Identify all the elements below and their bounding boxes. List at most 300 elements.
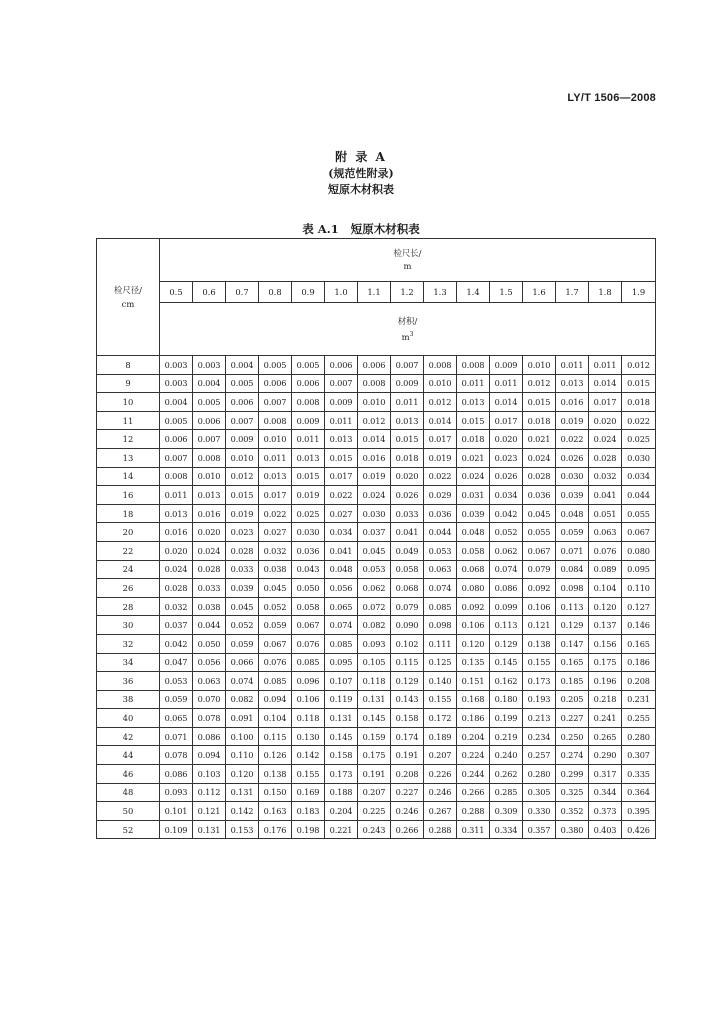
volume-cell: 0.138 (259, 765, 292, 784)
volume-cell: 0.026 (556, 448, 589, 467)
volume-cell: 0.092 (523, 579, 556, 598)
volume-cell: 0.022 (325, 486, 358, 505)
volume-cell: 0.352 (556, 802, 589, 821)
volume-cell: 0.104 (589, 579, 622, 598)
volume-cell: 0.039 (556, 486, 589, 505)
diameter-label: 检尺径/ (114, 285, 142, 295)
volume-cell: 0.009 (292, 411, 325, 430)
volume-cell: 0.234 (523, 727, 556, 746)
volume-cell: 0.265 (589, 727, 622, 746)
volume-cell: 0.280 (523, 765, 556, 784)
volume-cell: 0.155 (523, 653, 556, 672)
diameter-cell: 38 (97, 690, 160, 709)
volume-cell: 0.003 (160, 374, 193, 393)
volume-cell: 0.165 (556, 653, 589, 672)
volume-cell: 0.010 (193, 467, 226, 486)
volume-cell: 0.118 (358, 672, 391, 691)
volume-cell: 0.135 (457, 653, 490, 672)
volume-cell: 0.207 (358, 783, 391, 802)
volume-cell: 0.204 (325, 802, 358, 821)
length-value: 1.1 (358, 282, 391, 303)
volume-cell: 0.186 (457, 709, 490, 728)
volume-cell: 0.085 (259, 672, 292, 691)
volume-cell: 0.014 (424, 411, 457, 430)
volume-cell: 0.113 (556, 597, 589, 616)
volume-cell: 0.138 (523, 634, 556, 653)
volume-cell: 0.019 (358, 467, 391, 486)
volume-table-body (97, 356, 656, 839)
volume-cell: 0.052 (226, 616, 259, 635)
volume-cell: 0.280 (622, 727, 656, 746)
volume-cell: 0.034 (490, 486, 523, 505)
volume-cell: 0.053 (358, 560, 391, 579)
volume-cell: 0.036 (292, 541, 325, 560)
volume-cell: 0.005 (259, 356, 292, 375)
diameter-cell: 13 (97, 448, 160, 467)
volume-cell: 0.028 (226, 541, 259, 560)
length-value: 1.6 (523, 282, 556, 303)
volume-cell: 0.225 (358, 802, 391, 821)
volume-cell: 0.106 (457, 616, 490, 635)
table-row (97, 709, 656, 728)
diameter-cell: 40 (97, 709, 160, 728)
length-value: 0.8 (259, 282, 292, 303)
volume-cell: 0.026 (490, 467, 523, 486)
volume-cell: 0.019 (292, 486, 325, 505)
volume-cell: 0.068 (391, 579, 424, 598)
diameter-cell: 34 (97, 653, 160, 672)
volume-cell: 0.145 (490, 653, 523, 672)
volume-cell: 0.012 (358, 411, 391, 430)
volume-cell: 0.059 (160, 690, 193, 709)
volume-cell: 0.191 (358, 765, 391, 784)
volume-cell: 0.131 (193, 820, 226, 839)
volume-cell: 0.066 (226, 653, 259, 672)
diameter-cell: 44 (97, 746, 160, 765)
volume-cell: 0.079 (391, 597, 424, 616)
volume-cell: 0.045 (226, 597, 259, 616)
volume-cell: 0.028 (589, 448, 622, 467)
volume-unit (160, 328, 655, 344)
volume-cell: 0.071 (160, 727, 193, 746)
volume-cell: 0.044 (622, 486, 656, 505)
volume-cell: 0.067 (622, 523, 656, 542)
volume-cell: 0.126 (259, 746, 292, 765)
table-row (97, 765, 656, 784)
volume-cell: 0.102 (391, 634, 424, 653)
volume-cell: 0.017 (589, 393, 622, 412)
volume-cell: 0.031 (457, 486, 490, 505)
diameter-cell: 10 (97, 393, 160, 412)
volume-cell: 0.026 (391, 486, 424, 505)
volume-table (96, 238, 656, 839)
volume-cell: 0.024 (160, 560, 193, 579)
volume-cell: 0.006 (160, 430, 193, 449)
volume-cell: 0.038 (259, 560, 292, 579)
table-row (97, 448, 656, 467)
volume-cell: 0.015 (325, 448, 358, 467)
volume-cell: 0.016 (193, 504, 226, 523)
volume-cell: 0.188 (325, 783, 358, 802)
volume-cell: 0.092 (457, 597, 490, 616)
volume-cell: 0.262 (490, 765, 523, 784)
volume-cell: 0.030 (292, 523, 325, 542)
volume-cell: 0.189 (424, 727, 457, 746)
volume-cell: 0.255 (622, 709, 656, 728)
volume-cell: 0.055 (523, 523, 556, 542)
volume-cell: 0.062 (358, 579, 391, 598)
volume-cell: 0.045 (358, 541, 391, 560)
volume-cell: 0.017 (490, 411, 523, 430)
volume-cell: 0.013 (259, 467, 292, 486)
volume-cell: 0.008 (193, 448, 226, 467)
volume-cell: 0.051 (589, 504, 622, 523)
volume-cell: 0.131 (358, 690, 391, 709)
length-value: 1.0 (325, 282, 358, 303)
volume-cell: 0.076 (589, 541, 622, 560)
volume-cell: 0.163 (259, 802, 292, 821)
volume-cell: 0.058 (391, 560, 424, 579)
volume-cell: 0.015 (292, 467, 325, 486)
volume-cell: 0.098 (556, 579, 589, 598)
volume-cell: 0.065 (160, 709, 193, 728)
length-group-header (160, 239, 656, 282)
volume-cell: 0.015 (391, 430, 424, 449)
volume-cell: 0.158 (391, 709, 424, 728)
table-caption (0, 221, 722, 237)
volume-cell: 0.015 (622, 374, 656, 393)
volume-cell: 0.174 (391, 727, 424, 746)
volume-cell: 0.008 (160, 467, 193, 486)
volume-cell: 0.042 (160, 634, 193, 653)
volume-cell: 0.311 (457, 820, 490, 839)
volume-cell: 0.013 (292, 448, 325, 467)
volume-cell: 0.266 (457, 783, 490, 802)
volume-cell: 0.100 (226, 727, 259, 746)
volume-cell: 0.078 (193, 709, 226, 728)
table-row (97, 411, 656, 430)
table-row (97, 727, 656, 746)
volume-cell: 0.082 (226, 690, 259, 709)
volume-cell: 0.011 (292, 430, 325, 449)
volume-cell: 0.019 (556, 411, 589, 430)
length-value: 0.9 (292, 282, 325, 303)
volume-cell: 0.072 (358, 597, 391, 616)
volume-cell: 0.080 (457, 579, 490, 598)
volume-cell: 0.156 (589, 634, 622, 653)
volume-cell: 0.285 (490, 783, 523, 802)
volume-cell: 0.078 (160, 746, 193, 765)
volume-cell: 0.086 (490, 579, 523, 598)
diameter-cell: 48 (97, 783, 160, 802)
volume-cell: 0.013 (325, 430, 358, 449)
volume-cell: 0.158 (325, 746, 358, 765)
table-row (97, 653, 656, 672)
volume-cell: 0.098 (424, 616, 457, 635)
volume-cell: 0.110 (622, 579, 656, 598)
volume-cell: 0.014 (589, 374, 622, 393)
volume-cell: 0.142 (292, 746, 325, 765)
volume-cell: 0.243 (358, 820, 391, 839)
volume-cell: 0.021 (523, 430, 556, 449)
volume-cell: 0.018 (523, 411, 556, 430)
volume-cell: 0.074 (490, 560, 523, 579)
table-row (97, 597, 656, 616)
volume-cell: 0.180 (490, 690, 523, 709)
volume-cell: 0.140 (424, 672, 457, 691)
volume-cell: 0.274 (556, 746, 589, 765)
volume-cell: 0.041 (325, 541, 358, 560)
length-value: 1.7 (556, 282, 589, 303)
volume-cell: 0.299 (556, 765, 589, 784)
volume-cell: 0.142 (226, 802, 259, 821)
volume-cell: 0.125 (424, 653, 457, 672)
length-values-row (97, 282, 656, 303)
volume-cell: 0.076 (292, 634, 325, 653)
volume-cell: 0.009 (325, 393, 358, 412)
volume-cell: 0.344 (589, 783, 622, 802)
volume-cell: 0.065 (325, 597, 358, 616)
volume-cell: 0.011 (589, 356, 622, 375)
volume-cell: 0.221 (325, 820, 358, 839)
volume-cell: 0.027 (259, 523, 292, 542)
volume-cell: 0.011 (325, 411, 358, 430)
volume-cell: 0.199 (490, 709, 523, 728)
volume-cell: 0.045 (523, 504, 556, 523)
volume-cell: 0.022 (259, 504, 292, 523)
volume-cell: 0.176 (259, 820, 292, 839)
volume-cell: 0.013 (391, 411, 424, 430)
volume-unit-base: m (401, 331, 410, 342)
volume-cell: 0.089 (589, 560, 622, 579)
volume-cell: 0.019 (226, 504, 259, 523)
length-value: 0.6 (193, 282, 226, 303)
volume-cell: 0.307 (622, 746, 656, 765)
volume-cell: 0.395 (622, 802, 656, 821)
length-value: 1.9 (622, 282, 656, 303)
diameter-cell: 32 (97, 634, 160, 653)
volume-cell: 0.005 (193, 393, 226, 412)
volume-cell: 0.119 (325, 690, 358, 709)
volume-cell: 0.012 (622, 356, 656, 375)
diameter-cell: 24 (97, 560, 160, 579)
volume-cell: 0.044 (193, 616, 226, 635)
volume-cell: 0.094 (259, 690, 292, 709)
volume-cell: 0.013 (457, 393, 490, 412)
volume-cell: 0.030 (556, 467, 589, 486)
volume-cell: 0.033 (391, 504, 424, 523)
volume-cell: 0.290 (589, 746, 622, 765)
diameter-cell: 46 (97, 765, 160, 784)
volume-cell: 0.175 (589, 653, 622, 672)
volume-cell: 0.020 (391, 467, 424, 486)
diameter-cell: 20 (97, 523, 160, 542)
volume-cell: 0.207 (424, 746, 457, 765)
table-row (97, 783, 656, 802)
volume-cell: 0.105 (358, 653, 391, 672)
volume-unit-exponent: 3 (409, 330, 414, 338)
volume-cell: 0.047 (160, 653, 193, 672)
volume-cell: 0.056 (193, 653, 226, 672)
volume-cell: 0.067 (259, 634, 292, 653)
volume-cell: 0.159 (358, 727, 391, 746)
table-row (97, 746, 656, 765)
table-row (97, 690, 656, 709)
volume-cell: 0.011 (490, 374, 523, 393)
volume-cell: 0.113 (490, 616, 523, 635)
volume-cell: 0.024 (589, 430, 622, 449)
volume-cell: 0.168 (457, 690, 490, 709)
volume-cell: 0.129 (490, 634, 523, 653)
volume-cell: 0.018 (391, 448, 424, 467)
volume-cell: 0.020 (589, 411, 622, 430)
table-row (97, 467, 656, 486)
volume-cell: 0.014 (490, 393, 523, 412)
standard-number: LY/T 1506—2008 (567, 92, 656, 104)
diameter-cell: 11 (97, 411, 160, 430)
volume-cell: 0.172 (424, 709, 457, 728)
volume-cell: 0.006 (325, 356, 358, 375)
volume-cell: 0.006 (292, 374, 325, 393)
volume-cell: 0.043 (292, 560, 325, 579)
length-value: 1.3 (424, 282, 457, 303)
volume-cell: 0.036 (523, 486, 556, 505)
table-row (97, 486, 656, 505)
volume-cell: 0.110 (226, 746, 259, 765)
volume-cell: 0.106 (292, 690, 325, 709)
volume-cell: 0.012 (523, 374, 556, 393)
volume-cell: 0.016 (358, 448, 391, 467)
volume-cell: 0.011 (457, 374, 490, 393)
volume-cell: 0.131 (226, 783, 259, 802)
volume-cell: 0.107 (325, 672, 358, 691)
volume-cell: 0.024 (193, 541, 226, 560)
volume-cell: 0.086 (193, 727, 226, 746)
volume-cell: 0.005 (160, 411, 193, 430)
volume-cell: 0.147 (556, 634, 589, 653)
volume-cell: 0.373 (589, 802, 622, 821)
volume-cell: 0.305 (523, 783, 556, 802)
volume-cell: 0.227 (556, 709, 589, 728)
volume-cell: 0.053 (160, 672, 193, 691)
volume-cell: 0.231 (622, 690, 656, 709)
table-row (97, 541, 656, 560)
volume-cell: 0.204 (457, 727, 490, 746)
volume-cell: 0.250 (556, 727, 589, 746)
volume-cell: 0.019 (424, 448, 457, 467)
volume-cell: 0.013 (556, 374, 589, 393)
volume-cell: 0.082 (358, 616, 391, 635)
volume-cell: 0.155 (292, 765, 325, 784)
volume-cell: 0.153 (226, 820, 259, 839)
table-row (97, 374, 656, 393)
volume-cell: 0.071 (556, 541, 589, 560)
volume-cell: 0.183 (292, 802, 325, 821)
volume-cell: 0.143 (391, 690, 424, 709)
table-row (97, 802, 656, 821)
volume-cell: 0.175 (358, 746, 391, 765)
volume-cell: 0.007 (226, 411, 259, 430)
volume-cell: 0.198 (292, 820, 325, 839)
volume-cell: 0.093 (160, 783, 193, 802)
table-row (97, 560, 656, 579)
volume-cell: 0.010 (358, 393, 391, 412)
volume-cell: 0.034 (325, 523, 358, 542)
volume-cell: 0.146 (622, 616, 656, 635)
volume-cell: 0.007 (160, 448, 193, 467)
volume-cell: 0.030 (358, 504, 391, 523)
volume-cell: 0.266 (391, 820, 424, 839)
volume-cell: 0.020 (490, 430, 523, 449)
volume-cell: 0.009 (391, 374, 424, 393)
volume-cell: 0.010 (523, 356, 556, 375)
volume-cell: 0.205 (556, 690, 589, 709)
volume-cell: 0.173 (523, 672, 556, 691)
volume-cell: 0.028 (523, 467, 556, 486)
volume-cell: 0.095 (622, 560, 656, 579)
volume-cell: 0.014 (358, 430, 391, 449)
table-row (97, 430, 656, 449)
volume-cell: 0.015 (523, 393, 556, 412)
table-row (97, 672, 656, 691)
diameter-cell: 50 (97, 802, 160, 821)
volume-cell: 0.015 (226, 486, 259, 505)
diameter-header (97, 239, 160, 356)
volume-cell: 0.208 (622, 672, 656, 691)
volume-cell: 0.335 (622, 765, 656, 784)
length-value: 1.5 (490, 282, 523, 303)
volume-cell: 0.037 (358, 523, 391, 542)
volume-cell: 0.022 (556, 430, 589, 449)
volume-cell: 0.131 (325, 709, 358, 728)
volume-cell: 0.005 (226, 374, 259, 393)
volume-cell: 0.021 (457, 448, 490, 467)
volume-cell: 0.325 (556, 783, 589, 802)
volume-cell: 0.018 (457, 430, 490, 449)
volume-cell: 0.074 (325, 616, 358, 635)
volume-cell: 0.121 (523, 616, 556, 635)
volume-cell: 0.005 (292, 356, 325, 375)
diameter-cell: 36 (97, 672, 160, 691)
appendix-name: 短原木材积表 (328, 183, 394, 196)
volume-cell: 0.013 (193, 486, 226, 505)
volume-cell: 0.041 (589, 486, 622, 505)
volume-cell: 0.288 (457, 802, 490, 821)
volume-cell: 0.016 (160, 523, 193, 542)
volume-cell: 0.018 (622, 393, 656, 412)
volume-cell: 0.226 (424, 765, 457, 784)
volume-cell: 0.115 (391, 653, 424, 672)
volume-cell: 0.033 (226, 560, 259, 579)
volume-cell: 0.003 (160, 356, 193, 375)
diameter-cell: 28 (97, 597, 160, 616)
volume-cell: 0.085 (292, 653, 325, 672)
volume-cell: 0.058 (292, 597, 325, 616)
volume-cell: 0.022 (622, 411, 656, 430)
volume-cell: 0.055 (622, 504, 656, 523)
volume-cell: 0.010 (259, 430, 292, 449)
volume-cell: 0.015 (457, 411, 490, 430)
volume-cell: 0.129 (556, 616, 589, 635)
volume-cell: 0.403 (589, 820, 622, 839)
volume-cell: 0.032 (160, 597, 193, 616)
volume-cell: 0.059 (226, 634, 259, 653)
volume-cell: 0.219 (490, 727, 523, 746)
volume-cell: 0.011 (391, 393, 424, 412)
volume-cell: 0.025 (622, 430, 656, 449)
table-caption-title: 短原木材积表 (350, 222, 420, 236)
diameter-cell: 14 (97, 467, 160, 486)
